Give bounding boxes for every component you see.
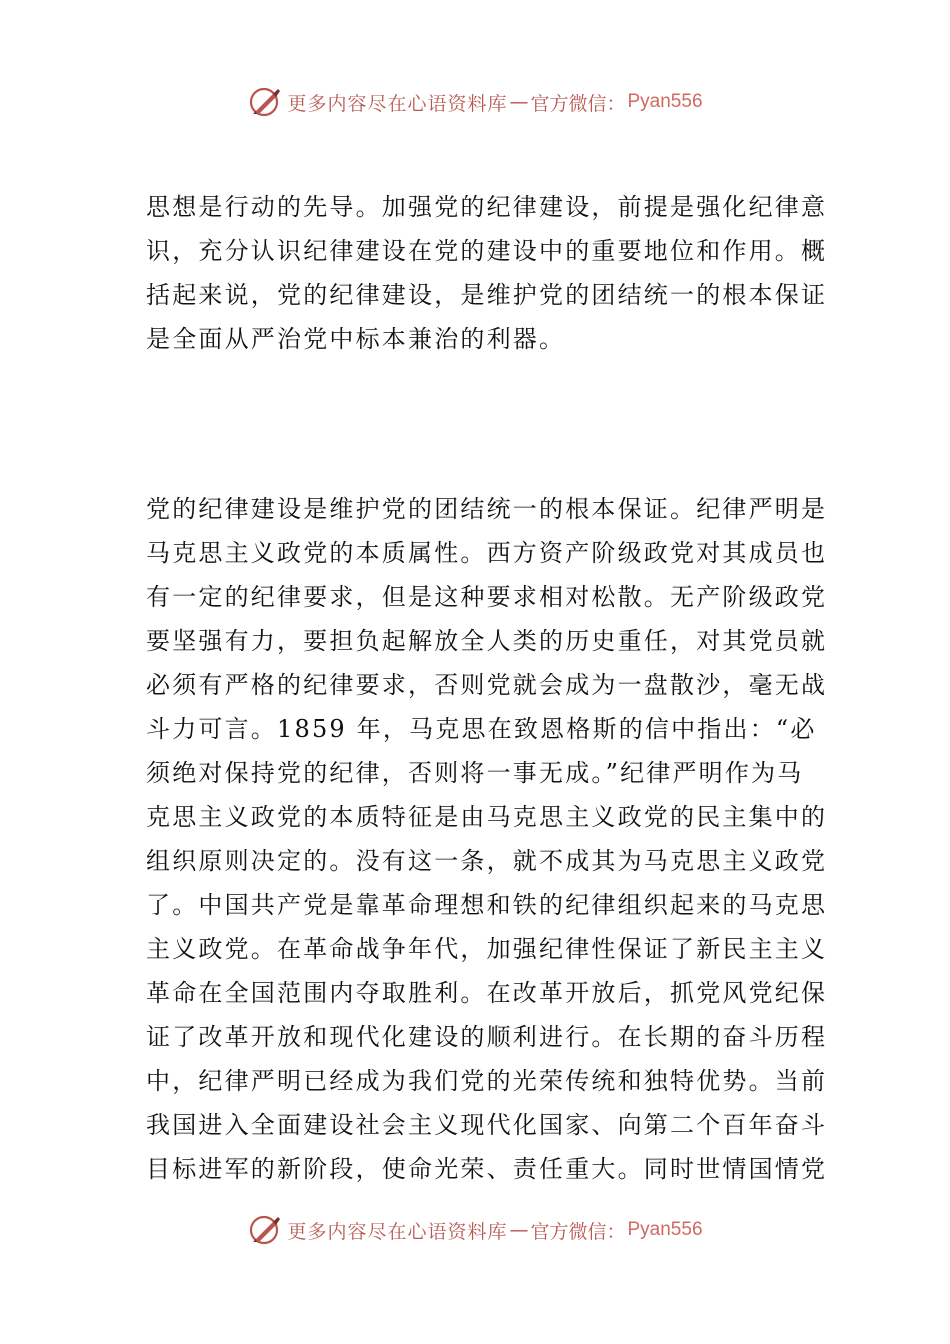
text-line: 识，充分认识纪律建设在党的建设中的重要地位和作用。概 <box>146 237 828 265</box>
text-line: 我国进入全面建设社会主义现代化国家、向第二个百年奋斗 <box>146 1111 828 1139</box>
text-line: 克思主义政党的本质特征是由马克思主义政党的民主集中的 <box>146 803 828 831</box>
header-watermark <box>0 82 950 122</box>
text-line: 括起来说，党的纪律建设，是维护党的团结统一的根本保证 <box>146 281 828 309</box>
text-line: 斗力可言。1859 年，马克思在致恩格斯的信中指出：“必 <box>146 715 817 743</box>
pen-logo-icon <box>247 1212 283 1248</box>
text-line: 革命在全国范围内夺取胜利。在改革开放后，抓党风党纪保 <box>146 979 828 1007</box>
header-wechat-label: 官方微信： <box>530 92 626 115</box>
header-dash: — <box>509 91 529 113</box>
footer-dash: — <box>509 1219 529 1241</box>
text-line: 主义政党。在革命战争年代，加强纪律性保证了新民主主义 <box>146 935 828 963</box>
text-line: 思想是行动的先导。加强党的纪律建设，前提是强化纪律意 <box>146 193 828 221</box>
footer-wechat-id: Pyan556 <box>627 1219 703 1240</box>
text-line: 党的纪律建设是维护党的团结统一的根本保证。纪律严明是 <box>146 495 828 523</box>
text-line: 有一定的纪律要求，但是这种要求相对松散。无产阶级政党 <box>146 583 828 611</box>
text-line: 要坚强有力，要担负起解放全人类的历史重任，对其党员就 <box>146 627 828 655</box>
paragraph-2 <box>146 487 828 1191</box>
header-brand: 更多内容尽在心语资料库 <box>287 92 508 115</box>
text-line: 目标进军的新阶段，使命光荣、责任重大。同时世情国情党 <box>146 1155 828 1183</box>
header-wechat-id: Pyan556 <box>627 91 703 112</box>
footer-brand: 更多内容尽在心语资料库 <box>287 1220 508 1243</box>
text-line: 是全面从严治党中标本兼治的利器。 <box>146 325 566 353</box>
text-line: 了。中国共产党是靠革命理想和铁的纪律组织起来的马克思 <box>146 891 828 919</box>
paragraph-1 <box>146 185 828 361</box>
pen-logo-icon <box>247 84 283 120</box>
text-line: 须绝对保持党的纪律，否则将一事无成。”纪律严明作为马 <box>146 759 804 787</box>
text-line: 中，纪律严明已经成为我们党的光荣传统和独特优势。当前 <box>146 1067 828 1095</box>
footer-watermark <box>0 1210 950 1250</box>
text-line: 组织原则决定的。没有这一条，就不成其为马克思主义政党 <box>146 847 828 875</box>
text-line: 马克思主义政党的本质属性。西方资产阶级政党对其成员也 <box>146 539 828 567</box>
footer-wechat-label: 官方微信： <box>530 1220 626 1243</box>
text-line: 必须有严格的纪律要求，否则党就会成为一盘散沙，毫无战 <box>146 671 828 699</box>
text-line: 证了改革开放和现代化建设的顺利进行。在长期的奋斗历程 <box>146 1023 828 1051</box>
